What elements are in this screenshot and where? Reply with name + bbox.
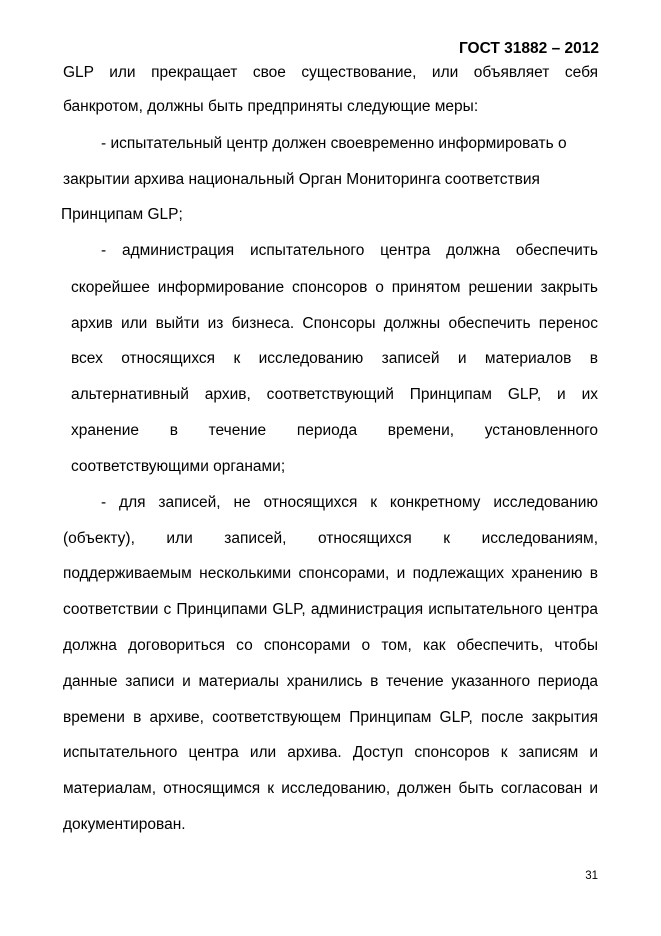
text-line: должна договориться со спонсорами о том, как обеспечить, чтобы bbox=[63, 637, 598, 654]
text-line: документирован. bbox=[63, 816, 186, 833]
text-line: хранение в течение периода времени, установленного bbox=[71, 422, 598, 439]
list-item-text: - администрация испытательного центра должна обеспечить bbox=[101, 242, 598, 259]
text-line: времени в архиве, соответствующем Принципам GLP, после закрытия bbox=[63, 709, 598, 726]
text-line: закрытии архива национальный Орган Мониторинга соответствия bbox=[63, 171, 540, 188]
text-line: скорейшее информирование спонсоров о принятом решении закрыть bbox=[71, 279, 598, 296]
text-line: Принципам GLP; bbox=[61, 206, 183, 223]
text-line: соответствии с Принципами GLP, администрация испытательного центра bbox=[63, 601, 598, 618]
page-number: 31 bbox=[585, 870, 598, 882]
text-line: (объекту), или записей, относящихся к исследованиям, bbox=[63, 530, 598, 547]
text-line: материалам, относящимся к исследованию, должен быть согласован и bbox=[63, 780, 598, 797]
text-line: поддерживаемым несколькими спонсорами, и подлежащих хранению в bbox=[63, 565, 598, 582]
text-line: испытательного центра или архива. Доступ спонсоров к записям и bbox=[63, 744, 598, 761]
list-item-text: - испытательный центр должен своевременно информировать о bbox=[101, 135, 567, 152]
text-line: данные записи и материалы хранились в течение указанного периода bbox=[63, 673, 598, 690]
text-line: GLP или прекращает свое существование, или объявляет себя bbox=[63, 64, 598, 81]
list-item-text: - для записей, не относящихся к конкретному исследованию bbox=[101, 494, 598, 511]
document-header: ГОСТ 31882 – 2012 bbox=[458, 40, 599, 57]
text-line: архив или выйти из бизнеса. Спонсоры должны обеспечить перенос bbox=[71, 315, 598, 332]
text-line: банкротом, должны быть предприняты следующие меры: bbox=[63, 98, 479, 115]
text-line: альтернативный архив, соответствующий Принципам GLP, и их bbox=[71, 386, 598, 403]
text-line: всех относящихся к исследованию записей и материалов в bbox=[71, 350, 598, 367]
text-line: соответствующими органами; bbox=[71, 458, 286, 475]
